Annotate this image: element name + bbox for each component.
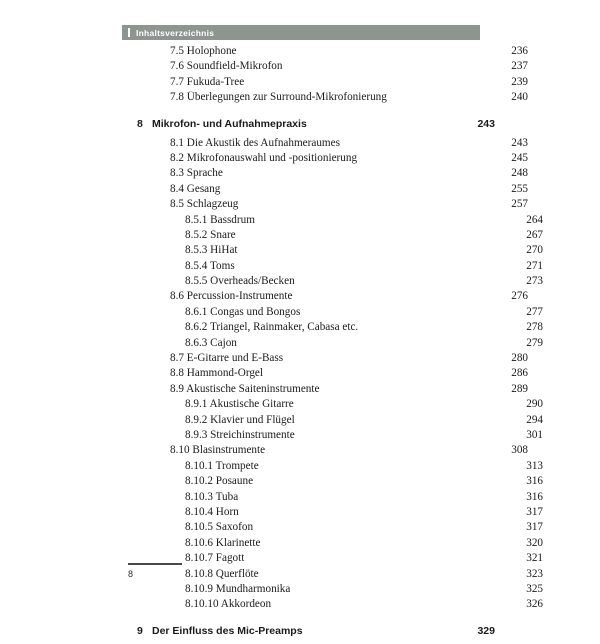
toc-entry[interactable] bbox=[122, 137, 528, 152]
toc-entry-label bbox=[137, 625, 477, 637]
toc-entry-page-number: 325 bbox=[526, 582, 543, 595]
table-of-contents bbox=[122, 45, 543, 644]
toc-entry[interactable] bbox=[122, 91, 528, 106]
toc-entry[interactable] bbox=[122, 337, 543, 352]
toc-entry-label: 8.10.9 Mundharmonika bbox=[185, 582, 291, 595]
toc-entry-label: 8.6 Percussion-Instrumente bbox=[170, 290, 293, 303]
page-footer bbox=[128, 563, 248, 579]
toc-chapter-entry[interactable] bbox=[122, 625, 495, 644]
toc-entry-page-number: 301 bbox=[526, 428, 543, 441]
toc-entry-label: 7.7 Fukuda-Tree bbox=[170, 75, 245, 88]
toc-entry[interactable] bbox=[122, 475, 543, 490]
toc-entry-page-number: 245 bbox=[511, 151, 528, 164]
toc-entry-page-number: 267 bbox=[526, 228, 543, 241]
toc-entry-label: 8.5.1 Bassdrum bbox=[185, 213, 255, 226]
toc-entry-page-number: 264 bbox=[526, 213, 543, 226]
toc-entry-page-number: 273 bbox=[526, 275, 543, 288]
toc-entry-page-number: 290 bbox=[526, 398, 543, 411]
toc-entry-label: 8.9.1 Akustische Gitarre bbox=[185, 398, 294, 411]
toc-entry-label: 8.2 Mikrofonauswahl und -positionierung bbox=[170, 151, 358, 164]
toc-entry[interactable] bbox=[122, 306, 543, 321]
toc-entry[interactable] bbox=[122, 244, 543, 259]
toc-entry[interactable] bbox=[122, 367, 528, 382]
toc-chapter-title: Der Einfluss des Mic-Preamps bbox=[152, 624, 303, 637]
running-header-bar bbox=[122, 25, 480, 40]
toc-entry-label: 8.8 Hammond-Orgel bbox=[170, 367, 264, 380]
toc-entry[interactable] bbox=[122, 60, 528, 75]
toc-entry-label: 8.10.1 Trompete bbox=[185, 459, 259, 472]
toc-entry-label: 8.10 Blasinstrumente bbox=[170, 444, 266, 457]
header-divider-mark bbox=[128, 28, 130, 37]
toc-entry-label: 8.9.3 Streichinstrumente bbox=[185, 428, 295, 441]
toc-entry-label: 8.9 Akustische Saiteninstrumente bbox=[170, 382, 320, 395]
toc-entry-label: 8.7 E-Gitarre und E-Bass bbox=[170, 352, 284, 365]
toc-entry-label: 8.10.3 Tuba bbox=[185, 490, 239, 503]
toc-entry-label: 8.5.5 Overheads/Becken bbox=[185, 275, 295, 288]
toc-entry-page-number: 286 bbox=[511, 367, 528, 380]
toc-entry[interactable] bbox=[122, 444, 528, 459]
toc-entry-page-number: 239 bbox=[511, 75, 528, 88]
toc-entry-label: 8.10.7 Fagott bbox=[185, 552, 245, 565]
toc-entry-page-number: 308 bbox=[511, 444, 528, 457]
toc-spacer bbox=[122, 107, 480, 118]
toc-entry[interactable] bbox=[122, 491, 543, 506]
toc-entry[interactable] bbox=[122, 383, 528, 398]
toc-entry[interactable] bbox=[122, 414, 543, 429]
toc-entry-page-number: 277 bbox=[526, 305, 543, 318]
toc-chapter-title: Mikrofon- und Aufnahmepraxis bbox=[152, 117, 307, 130]
toc-entry-page-number: 294 bbox=[526, 413, 543, 426]
toc-entry-page-number: 317 bbox=[526, 505, 543, 518]
toc-chapter-number: 8 bbox=[137, 117, 143, 130]
footer-rule bbox=[128, 563, 182, 565]
toc-entry-page-number: 276 bbox=[511, 290, 528, 303]
header-title: Inhaltsverzeichnis bbox=[136, 27, 215, 38]
toc-entry-label bbox=[137, 118, 477, 130]
toc-chapter-number: 9 bbox=[137, 624, 143, 637]
toc-entry[interactable] bbox=[122, 352, 528, 367]
toc-entry-page-number: 257 bbox=[511, 198, 528, 211]
toc-entry-label: 8.1 Die Akustik des Aufnahmeraumes bbox=[170, 136, 340, 149]
toc-entry[interactable] bbox=[122, 460, 543, 475]
toc-entry[interactable] bbox=[122, 537, 543, 552]
toc-entry-page-number: 317 bbox=[526, 521, 543, 534]
toc-entry-page-number: 248 bbox=[511, 167, 528, 180]
toc-entry-page-number: 270 bbox=[526, 244, 543, 257]
toc-entry-label: 8.6.1 Congas und Bongos bbox=[185, 305, 301, 318]
toc-entry-label: 8.10.4 Horn bbox=[185, 505, 239, 518]
toc-entry-label: 8.10.10 Akkordeon bbox=[185, 598, 272, 611]
toc-entry[interactable] bbox=[122, 321, 543, 336]
toc-entry-page-number: 255 bbox=[511, 182, 528, 195]
toc-entry-label: 8.10.6 Klarinette bbox=[185, 536, 261, 549]
toc-entry-page-number: 243 bbox=[477, 117, 495, 130]
toc-entry-page-number: 278 bbox=[526, 321, 543, 334]
toc-entry[interactable] bbox=[122, 183, 528, 198]
toc-entry-label: 8.6.3 Cajon bbox=[185, 336, 237, 349]
toc-entry-page-number: 316 bbox=[526, 490, 543, 503]
toc-entry[interactable] bbox=[122, 260, 543, 275]
toc-chapter-entry[interactable] bbox=[122, 118, 495, 137]
toc-entry-page-number: 316 bbox=[526, 475, 543, 488]
toc-entry[interactable] bbox=[122, 167, 528, 182]
toc-entry-page-number: 289 bbox=[511, 382, 528, 395]
toc-entry[interactable] bbox=[122, 229, 543, 244]
toc-entry-label: 8.9.2 Klavier und Flügel bbox=[185, 413, 295, 426]
toc-entry[interactable] bbox=[122, 45, 528, 60]
toc-entry[interactable] bbox=[122, 398, 543, 413]
toc-entry-page-number: 236 bbox=[511, 45, 528, 57]
toc-entry-page-number: 313 bbox=[526, 459, 543, 472]
toc-entry[interactable] bbox=[122, 521, 543, 536]
toc-entry-label: 8.10.2 Posaune bbox=[185, 475, 254, 488]
toc-entry[interactable] bbox=[122, 152, 528, 167]
toc-entry-label: 8.10.8 Querflöte bbox=[185, 567, 259, 580]
toc-entry-page-number: 279 bbox=[526, 336, 543, 349]
toc-entry-label: 7.8 Überlegungen zur Surround-Mikrofonierung bbox=[170, 91, 387, 104]
toc-entry-label: 8.4 Gesang bbox=[170, 182, 221, 195]
toc-entry-label: 8.5.3 HiHat bbox=[185, 244, 238, 257]
toc-entry-page-number: 237 bbox=[511, 60, 528, 73]
toc-entry-page-number: 243 bbox=[511, 136, 528, 149]
toc-entry[interactable] bbox=[122, 598, 543, 613]
toc-entry-label: 7.5 Holophone bbox=[170, 45, 237, 57]
toc-entry-page-number: 323 bbox=[526, 567, 543, 580]
toc-entry-page-number: 240 bbox=[511, 91, 528, 104]
toc-entry[interactable] bbox=[122, 583, 543, 598]
toc-entry-page-number: 280 bbox=[511, 352, 528, 365]
toc-entry-page-number: 271 bbox=[526, 259, 543, 272]
toc-entry[interactable] bbox=[122, 290, 528, 305]
toc-entry[interactable] bbox=[122, 506, 543, 521]
toc-entry-label: 7.6 Soundfield-Mikrofon bbox=[170, 60, 283, 73]
toc-entry[interactable] bbox=[122, 429, 543, 444]
toc-spacer bbox=[122, 614, 480, 625]
toc-entry-label: 8.3 Sprache bbox=[170, 167, 223, 180]
toc-entry-page-number: 326 bbox=[526, 598, 543, 611]
footer-page-number: 8 bbox=[128, 569, 134, 579]
toc-entry[interactable] bbox=[122, 214, 543, 229]
toc-entry-label: 8.5.4 Toms bbox=[185, 259, 235, 272]
toc-entry-page-number: 321 bbox=[526, 552, 543, 565]
toc-entry-label: 8.6.2 Triangel, Rainmaker, Cabasa etc. bbox=[185, 321, 359, 334]
toc-entry[interactable] bbox=[122, 76, 528, 91]
toc-entry-label: 8.5 Schlagzeug bbox=[170, 198, 239, 211]
toc-entry-page-number: 320 bbox=[526, 536, 543, 549]
toc-entry[interactable] bbox=[122, 198, 528, 213]
toc-entry-label: 8.10.5 Saxofon bbox=[185, 521, 254, 534]
toc-entry[interactable] bbox=[122, 275, 543, 290]
toc-entry-page-number: 329 bbox=[477, 624, 495, 637]
toc-entry-label: 8.5.2 Snare bbox=[185, 228, 236, 241]
